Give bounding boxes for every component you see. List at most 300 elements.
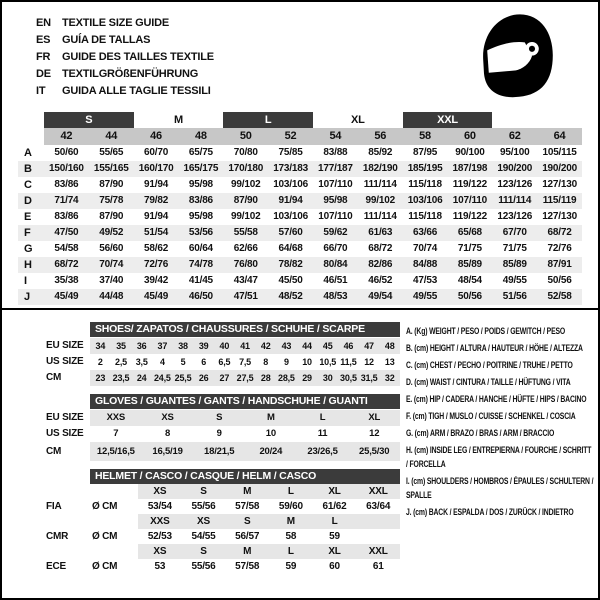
- size-value-cell: 57/60: [278, 227, 303, 238]
- subtable-title-row: [2, 469, 400, 484]
- size-column-header: 58: [403, 128, 448, 145]
- legend-item: F. (cm) TIGH / MUSLO / CUISSE / SCHENKEL / COSCIA: [406, 411, 576, 421]
- size-group-header: [492, 112, 537, 128]
- size-value-cell: 68/72: [547, 227, 572, 238]
- value-cell: 2: [97, 357, 103, 367]
- size-value-cell: 46/51: [323, 275, 348, 286]
- value-cell: 40: [214, 338, 235, 354]
- value-cell: 32: [379, 370, 400, 386]
- legend-item: I. (cm) SHOULDERS / HOMBROS / ÉPAULES / SCHULTERN / SPALLE: [406, 476, 594, 500]
- size-value-cell: 51/54: [144, 227, 169, 238]
- size-value-cell: 41/45: [188, 275, 213, 286]
- size-value-cell: 91/94: [278, 195, 303, 206]
- size-group-header: L: [223, 112, 313, 128]
- legend-item: B. (cm) HEIGHT / ALTURA / HAUTEUR / HÖHE / ALTEZZA: [406, 343, 583, 353]
- size-value-cell: 47/53: [413, 275, 438, 286]
- size-value-cell: 62/66: [233, 243, 258, 254]
- helmet-size-cell: S: [225, 514, 269, 529]
- size-value-cell: 103/106: [407, 195, 443, 206]
- helmet-size-cell: L: [269, 484, 313, 499]
- value-cell: 7,5: [239, 357, 251, 367]
- size-value-cell: 87/90: [99, 179, 124, 190]
- row-cells: [90, 529, 400, 544]
- row-cells: [90, 442, 400, 461]
- size-value-cell: 39/42: [144, 275, 169, 286]
- language-text: GUIDE DES TAILLES TEXTILE: [62, 51, 214, 63]
- size-value-cell: 49/52: [99, 227, 124, 238]
- row-label: ECE: [46, 561, 66, 572]
- value-cell: 23/26,5: [297, 442, 349, 461]
- helmet-size-cell: L: [269, 544, 313, 559]
- size-value-cell: 60/70: [144, 147, 169, 158]
- legend-item: G. (cm) ARM / BRAZO / BRAS / ARM / BRACCIO: [406, 428, 555, 438]
- unit-spacer: [90, 514, 138, 529]
- size-value-cell: 83/86: [188, 195, 213, 206]
- size-value-cell: 79/82: [144, 195, 169, 206]
- unit-spacer: [90, 484, 138, 499]
- value-cell: XL: [348, 410, 400, 426]
- value-cell: 30,5: [338, 370, 359, 386]
- subtable-title-row: [2, 322, 400, 338]
- helmet-size-cell: XXL: [356, 484, 400, 499]
- size-value-cell: 58/62: [144, 243, 169, 254]
- size-value-cell: 74/78: [188, 259, 213, 270]
- subtable-row: [2, 338, 400, 354]
- size-value-cell: 70/74: [99, 259, 124, 270]
- helmet-size-cell: XXS: [138, 514, 182, 529]
- value-cell: 8: [263, 357, 269, 367]
- size-value-cell: 190/200: [542, 163, 577, 174]
- value-cell: L: [297, 410, 349, 426]
- value-cell: 56/57: [235, 531, 260, 542]
- language-text: TEXTILGRÖßENFÜHRUNG: [62, 68, 199, 80]
- row-letter: B: [24, 163, 32, 175]
- size-group-header: XL: [350, 114, 365, 126]
- size-value-cell: 85/92: [368, 147, 393, 158]
- size-value-cell: 55/65: [99, 147, 124, 158]
- legend-item: J. (cm) BACK / ESPALDA / DOS / ZURÜCK / INDIETRO: [406, 507, 574, 517]
- size-value-cell: 46/50: [188, 291, 213, 302]
- value-cell: 8: [164, 428, 171, 439]
- value-cell: 57/58: [235, 501, 260, 512]
- value-cell: 36: [131, 338, 152, 354]
- size-column-header: 48: [178, 128, 223, 145]
- value-cell: S: [193, 410, 245, 426]
- value-cell: 2,5: [115, 357, 127, 367]
- size-value-cell: 51/56: [502, 291, 527, 302]
- size-value-cell: 103/106: [273, 211, 308, 222]
- size-value-cell: 47/51: [233, 291, 258, 302]
- language-code: ES: [36, 34, 51, 46]
- size-value-cell: 56/60: [99, 243, 124, 254]
- value-cell: 34: [90, 338, 111, 354]
- size-value-cell: 72/76: [144, 259, 169, 270]
- size-value-cell: 49/54: [368, 291, 393, 302]
- size-value-cell: 111/114: [363, 179, 397, 190]
- helmet-size-cell: L: [313, 514, 357, 529]
- size-value-cell: 83/86: [54, 179, 79, 190]
- size-value-cell: 72/76: [547, 243, 572, 254]
- size-value-cell: 190/200: [497, 163, 533, 174]
- size-value-cell: 185/195: [407, 163, 443, 174]
- subtable-row: [2, 410, 400, 426]
- main-size-table: [18, 112, 582, 305]
- size-row: [18, 257, 582, 273]
- value-cell: 53: [154, 561, 166, 572]
- size-value-cell: 76/80: [233, 259, 258, 270]
- value-cell: 57/58: [235, 561, 260, 572]
- size-value-cell: 75/85: [278, 147, 303, 158]
- value-cell: 27: [214, 370, 235, 386]
- helmet-size-cell: S: [182, 484, 226, 499]
- size-value-cell: 173/183: [273, 163, 308, 174]
- size-value-cell: 67/70: [502, 227, 527, 238]
- size-group-row: [18, 112, 582, 128]
- size-value-cell: 111/114: [363, 211, 397, 222]
- value-cell: 59/60: [278, 501, 303, 512]
- size-value-cell: 87/90: [233, 195, 258, 206]
- size-value-cell: 85/89: [457, 259, 482, 270]
- size-value-cell: 83/86: [54, 211, 79, 222]
- language-text: GUÍA DE TALLAS: [62, 34, 151, 46]
- row-letter: I: [24, 275, 27, 287]
- gutter-spacer: [2, 322, 90, 338]
- value-cell: 16,5/19: [142, 442, 194, 461]
- size-value-cell: 182/190: [362, 163, 398, 174]
- row-cells: [90, 544, 400, 559]
- size-value-cell: 107/110: [318, 211, 353, 222]
- value-cell: 44: [297, 338, 318, 354]
- value-cell: 53/54: [147, 501, 172, 512]
- value-cell: 6: [201, 357, 207, 367]
- size-value-cell: 65/68: [457, 227, 482, 238]
- size-value-cell: 49/55: [413, 291, 438, 302]
- row-label: FIA: [46, 501, 62, 512]
- subtable-title-row: [2, 394, 400, 410]
- size-columns-row: [18, 128, 582, 145]
- helmet-size-cell: M: [225, 544, 269, 559]
- size-value-cell: 68/72: [368, 243, 393, 254]
- size-column-header: 62: [492, 128, 537, 145]
- row-label: CM: [46, 372, 62, 383]
- size-value-cell: 160/170: [138, 163, 174, 174]
- value-cell: 63/64: [366, 501, 391, 512]
- size-value-cell: 107/110: [452, 195, 487, 206]
- language-text: TEXTILE SIZE GUIDE: [62, 17, 170, 29]
- size-value-cell: 46/52: [368, 275, 393, 286]
- legend-item: E. (cm) HIP / CADERA / HANCHE / HÜFTE / HIPS / BACINO: [406, 394, 587, 404]
- value-cell: 12: [369, 428, 380, 439]
- unit-label: Ø CM: [92, 561, 118, 572]
- size-value-cell: 91/94: [144, 179, 169, 190]
- size-value-cell: 64/68: [278, 243, 303, 254]
- unit-label: Ø CM: [92, 501, 118, 512]
- size-value-cell: 50/56: [457, 291, 482, 302]
- value-cell: 55/56: [191, 501, 216, 512]
- row-cells: [90, 410, 400, 426]
- size-row: [18, 177, 582, 193]
- row-cells: [90, 338, 400, 354]
- value-cell: 11,5: [340, 357, 357, 367]
- size-row: [18, 145, 582, 161]
- value-cell: 6,5: [218, 357, 231, 367]
- value-cell: 58: [285, 531, 297, 542]
- value-cell: 59: [329, 531, 340, 542]
- value-cell: 11: [317, 428, 328, 439]
- size-value-cell: 99/102: [231, 211, 261, 222]
- row-label: US SIZE: [46, 428, 84, 439]
- value-cell: 28: [255, 370, 276, 386]
- value-cell: 18/21,5: [193, 442, 245, 461]
- value-cell: 12: [364, 357, 374, 367]
- size-value-cell: 68/72: [54, 259, 79, 270]
- size-column-header: 56: [358, 128, 403, 145]
- size-value-cell: 61/63: [368, 227, 393, 238]
- size-value-cell: 80/84: [323, 259, 348, 270]
- row-label: CMR: [46, 531, 69, 542]
- size-value-cell: 165/175: [183, 163, 219, 174]
- value-cell: 10: [302, 357, 312, 367]
- value-cell: 54/55: [191, 531, 216, 542]
- row-letter: E: [24, 211, 32, 223]
- size-value-cell: 45/49: [54, 291, 79, 302]
- size-value-cell: 54/58: [54, 243, 79, 254]
- size-value-cell: 87/95: [413, 147, 438, 158]
- size-value-cell: 65/75: [188, 147, 213, 158]
- size-value-cell: 115/119: [542, 195, 577, 206]
- helmet-value-row: [2, 499, 400, 514]
- size-value-cell: 150/160: [49, 163, 84, 174]
- helmet-value-row: [2, 529, 400, 544]
- value-cell: 12,5/16,5: [90, 442, 142, 461]
- row-letter: G: [24, 243, 33, 255]
- unit-label: Ø CM: [92, 531, 118, 542]
- language-code: FR: [36, 51, 51, 63]
- value-cell: 55/56: [191, 561, 216, 572]
- accessory-tables: [2, 310, 400, 582]
- size-value-cell: 45/49: [144, 291, 169, 302]
- size-value-cell: 115/118: [408, 211, 442, 222]
- size-value-cell: 71/74: [54, 195, 79, 206]
- size-value-cell: 78/82: [278, 259, 303, 270]
- size-value-cell: 71/75: [502, 243, 527, 254]
- value-cell: 9: [216, 428, 222, 439]
- helmet-size-cell: XL: [313, 544, 357, 559]
- size-value-cell: 44/48: [99, 291, 124, 302]
- row-label: US SIZE: [46, 356, 84, 367]
- row-cells: [90, 370, 400, 386]
- subtable-title: SHOES/ ZAPATOS / CHAUSSURES / SCHUHE / SCARPE: [90, 322, 400, 337]
- legend-item: D. (cm) WAIST / CINTURA / TAILLE / HÜFTUNG / VITA: [406, 377, 571, 387]
- helmet-icon: [476, 10, 556, 107]
- size-column-header: 54: [313, 128, 358, 145]
- gutter-spacer: [2, 469, 90, 484]
- value-cell: 35: [111, 338, 132, 354]
- size-row: [18, 225, 582, 241]
- value-cell: [356, 529, 400, 544]
- size-value-cell: 107/110: [318, 179, 353, 190]
- value-cell: 43: [276, 338, 297, 354]
- row-letter: C: [24, 179, 32, 191]
- value-cell: 7: [113, 428, 119, 439]
- size-value-cell: 127/130: [542, 179, 577, 190]
- size-column-header: 64: [537, 128, 582, 145]
- size-group-header: M: [174, 114, 183, 126]
- size-value-cell: 95/98: [188, 211, 213, 222]
- size-value-cell: 45/50: [278, 275, 303, 286]
- row-cells: [90, 514, 400, 529]
- value-cell: 3,5: [135, 357, 148, 367]
- value-cell: 13: [384, 357, 395, 367]
- size-value-cell: 85/89: [502, 259, 527, 270]
- helmet-value-row: [2, 559, 400, 574]
- size-group-header: XXL: [403, 112, 493, 128]
- value-cell: 42: [255, 338, 276, 354]
- language-code: EN: [36, 17, 51, 29]
- language-list: [36, 15, 214, 100]
- size-value-cell: 87/90: [99, 211, 124, 222]
- value-cell: M: [245, 410, 297, 426]
- language-row: [36, 15, 214, 32]
- language-row: [36, 83, 214, 100]
- value-cell: 46: [338, 338, 359, 354]
- size-value-cell: 99/102: [231, 179, 261, 190]
- value-cell: 31,5: [359, 370, 380, 386]
- bottom-section: [2, 310, 598, 582]
- size-value-cell: 111/114: [498, 195, 532, 206]
- value-cell: 47: [359, 338, 380, 354]
- value-cell: 25,5/30: [348, 442, 400, 461]
- value-cell: 29: [297, 370, 318, 386]
- size-value-cell: 187/198: [452, 163, 488, 174]
- size-value-cell: 49/55: [502, 275, 527, 286]
- subtable-row: [2, 370, 400, 386]
- size-value-cell: 155/165: [93, 163, 129, 174]
- size-value-cell: 60/64: [188, 243, 213, 254]
- value-cell: 28,5: [276, 370, 297, 386]
- size-value-cell: 90/100: [455, 147, 485, 158]
- size-row: [18, 209, 582, 225]
- row-label: CM: [46, 446, 62, 457]
- size-value-cell: 82/86: [368, 259, 393, 270]
- value-cell: 20/24: [245, 442, 297, 461]
- size-value-cell: 43/47: [233, 275, 258, 286]
- value-cell: 39: [193, 338, 214, 354]
- helmet-size-cell: XS: [182, 514, 226, 529]
- size-group-header: [18, 112, 44, 128]
- gutter-spacer: [2, 484, 90, 499]
- size-value-cell: 70/74: [413, 243, 438, 254]
- size-value-cell: 63/66: [413, 227, 438, 238]
- value-cell: 41: [235, 338, 256, 354]
- row-letter: J: [24, 291, 30, 303]
- value-cell: XXS: [90, 410, 142, 426]
- size-value-cell: 52/58: [547, 291, 572, 302]
- size-value-cell: 123/126: [497, 211, 533, 222]
- value-cell: 9: [283, 357, 289, 367]
- unit-spacer: [90, 544, 138, 559]
- size-value-cell: 55/58: [233, 227, 258, 238]
- size-row: [18, 193, 582, 209]
- gutter-spacer: [2, 514, 90, 529]
- gutter-spacer: [2, 394, 90, 410]
- size-value-cell: 35/38: [54, 275, 79, 286]
- subtable-row: [2, 354, 400, 370]
- page-header: [2, 2, 598, 110]
- value-cell: 25,5: [173, 370, 194, 386]
- language-row: [36, 32, 214, 49]
- helmet-table: [2, 469, 400, 574]
- value-cell: 60: [329, 561, 340, 572]
- row-label: EU SIZE: [46, 340, 84, 351]
- row-letter: F: [24, 227, 31, 239]
- language-row: [36, 49, 214, 66]
- size-value-cell: 115/118: [408, 179, 442, 190]
- size-value-cell: 47/50: [54, 227, 79, 238]
- size-value-cell: 91/94: [144, 211, 169, 222]
- subtable-row: [2, 442, 400, 461]
- row-letter: D: [24, 195, 32, 207]
- size-value-cell: 170/180: [228, 163, 264, 174]
- row-cells: [90, 559, 400, 574]
- helmet-size-cell: XS: [138, 484, 182, 499]
- size-column-header: 44: [89, 128, 134, 145]
- language-code: IT: [36, 85, 46, 97]
- size-value-cell: 87/91: [547, 259, 572, 270]
- value-cell: 10: [265, 428, 276, 439]
- size-value-cell: 48/52: [278, 291, 303, 302]
- legend-item: H. (cm) INSIDE LEG / ENTREPIERNA / FOURCHE / SCHRITT / FORCELLA: [406, 445, 592, 469]
- legend-list: [400, 310, 600, 522]
- size-group-header: S: [44, 112, 134, 128]
- value-cell: 4: [159, 357, 165, 367]
- size-value-cell: 123/126: [497, 179, 533, 190]
- row-letter: A: [24, 147, 32, 159]
- legend-item: C. (cm) CHEST / PECHO / POITRINE / TRUHE / PETTO: [406, 360, 573, 370]
- size-value-cell: 177/187: [318, 163, 353, 174]
- gutter-spacer: [2, 544, 90, 559]
- row-cells: [90, 354, 400, 370]
- helmet-size-cell: S: [182, 544, 226, 559]
- size-value-cell: 99/102: [365, 195, 395, 206]
- value-cell: 38: [173, 338, 194, 354]
- value-cell: 52/53: [147, 531, 172, 542]
- size-value-cell: 119/122: [452, 211, 487, 222]
- size-column-header: 60: [447, 128, 492, 145]
- subtable-row: [2, 426, 400, 442]
- size-value-cell: 95/98: [323, 195, 348, 206]
- size-column-header: 50: [223, 128, 268, 145]
- size-value-cell: 127/130: [542, 211, 577, 222]
- value-cell: 45: [317, 338, 338, 354]
- helmet-size-cell: XL: [313, 484, 357, 499]
- subtable-title: HELMET / CASCO / CASQUE / HELM / CASCO: [90, 469, 400, 484]
- helmet-size-row: [2, 544, 400, 559]
- size-value-cell: 59/62: [323, 227, 348, 238]
- size-value-cell: 71/75: [457, 243, 482, 254]
- language-text: GUIDA ALLE TAGLIE TESSILI: [62, 85, 211, 97]
- shoes-table: [2, 322, 400, 386]
- size-value-cell: 50/60: [54, 147, 79, 158]
- size-value-cell: 105/115: [542, 147, 577, 158]
- size-value-cell: 37/40: [99, 275, 124, 286]
- size-value-cell: 83/88: [323, 147, 348, 158]
- helmet-size-cell: M: [269, 514, 313, 529]
- helmet-size-cell: M: [225, 484, 269, 499]
- size-column-header: 42: [44, 128, 89, 145]
- helmet-size-row: [2, 484, 400, 499]
- helmet-size-cell: XS: [138, 544, 182, 559]
